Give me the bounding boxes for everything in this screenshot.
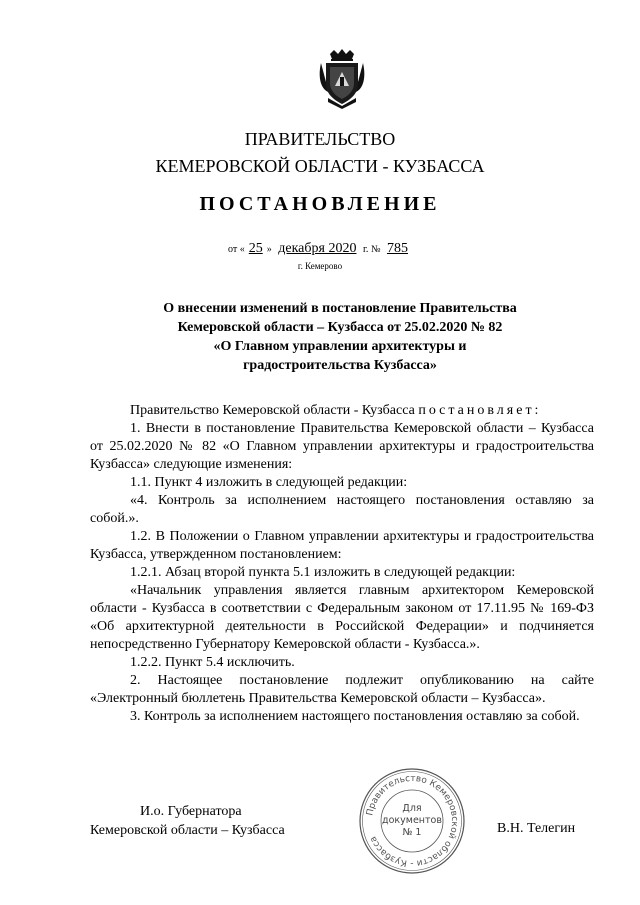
subject-line: О внесении изменений в постановление Правительства <box>163 301 517 316</box>
document-type-title: ПОСТАНОВЛЕНИЕ <box>199 193 441 215</box>
signatory-position <box>90 802 330 840</box>
signatory-position-line2: Кемеровской области – Кузбасса <box>90 823 285 838</box>
paragraph: 1.2.1. Абзац второй пункта 5.1 изложить в следующей редакции: <box>130 565 516 580</box>
subject-line: градостроительства Кузбасса» <box>243 358 437 373</box>
document-number: 785 <box>386 241 408 256</box>
paragraph: 1.2.2. Пункт 5.4 исключить. <box>130 655 295 670</box>
date-mid: » <box>266 244 272 255</box>
paragraph: 1.2. В Положении о Главном управлении архитектуры и градостроительства Кузбасса, утвержденном постановлением: <box>90 529 594 562</box>
preamble-text: Правительство Кемеровской области - Кузбасса <box>130 403 419 418</box>
subject-line: Кемеровской области – Кузбасса от 25.02.2020 № 82 <box>177 320 503 335</box>
signatory-name: В.Н. Телегин <box>497 821 576 836</box>
paragraph: 1.1. Пункт 4 изложить в следующей редакции: <box>130 475 408 490</box>
paragraph: 3. Контроль за исполнением настоящего постановления оставляю за собой. <box>130 709 580 724</box>
date-prefix: от « <box>228 244 245 255</box>
document-body <box>90 402 594 726</box>
official-stamp <box>356 765 468 877</box>
government-name-line2: КЕМЕРОВСКОЙ ОБЛАСТИ - КУЗБАССА <box>155 156 485 176</box>
paragraph: 2. Настоящее постановление подлежит опубликованию на сайте «Электронный бюллетень Правительства Кемеровской области – Кузбасса». <box>90 673 594 706</box>
kemerovo-coat-of-arms-icon <box>316 48 368 110</box>
paragraph: «Начальник управления является главным архитектором Кемеровской области - Кузбасса в соответствии с Федеральным законом от 17.11.95 № 169-ФЗ «Об архитектурной деятельности в Российской Федерации» и подчиняется непосредственно Губернатору Кемеровской области - Кузбасса.». <box>90 583 594 652</box>
government-name-line1: ПРАВИТЕЛЬСТВО <box>244 129 396 149</box>
preamble-spaced-word: постановляет: <box>418 403 542 418</box>
stamp-center-line1: Для <box>402 803 422 814</box>
subject-line: «О Главном управлении архитектуры и <box>213 339 467 354</box>
date-day: 25 <box>248 241 263 256</box>
number-sign: № <box>370 244 381 255</box>
date-year-suffix: г. <box>362 244 369 255</box>
dateline <box>0 241 640 257</box>
signatory-position-line1: И.о. Губернатора <box>140 804 242 819</box>
preamble-paragraph <box>90 402 594 420</box>
city-label: г. Кемерово <box>297 261 343 271</box>
stamp-ring-text: Правительство Кемеровской области - Кузбасса <box>365 773 460 869</box>
paragraph: 1. Внести в постановление Правительства Кемеровской области – Кузбасса от 25.02.2020 № 82 «О Главном управлении архитектуры и градостроительства Кузбасса» следующие изменения: <box>90 421 594 472</box>
date-month-year: декабря 2020 <box>278 241 357 256</box>
document-subject <box>90 299 590 375</box>
paragraph: «4. Контроль за исполнением настоящего постановления оставляю за собой.». <box>90 493 594 526</box>
stamp-center-line3: № 1 <box>402 827 422 838</box>
stamp-center-line2: документов <box>382 815 442 826</box>
